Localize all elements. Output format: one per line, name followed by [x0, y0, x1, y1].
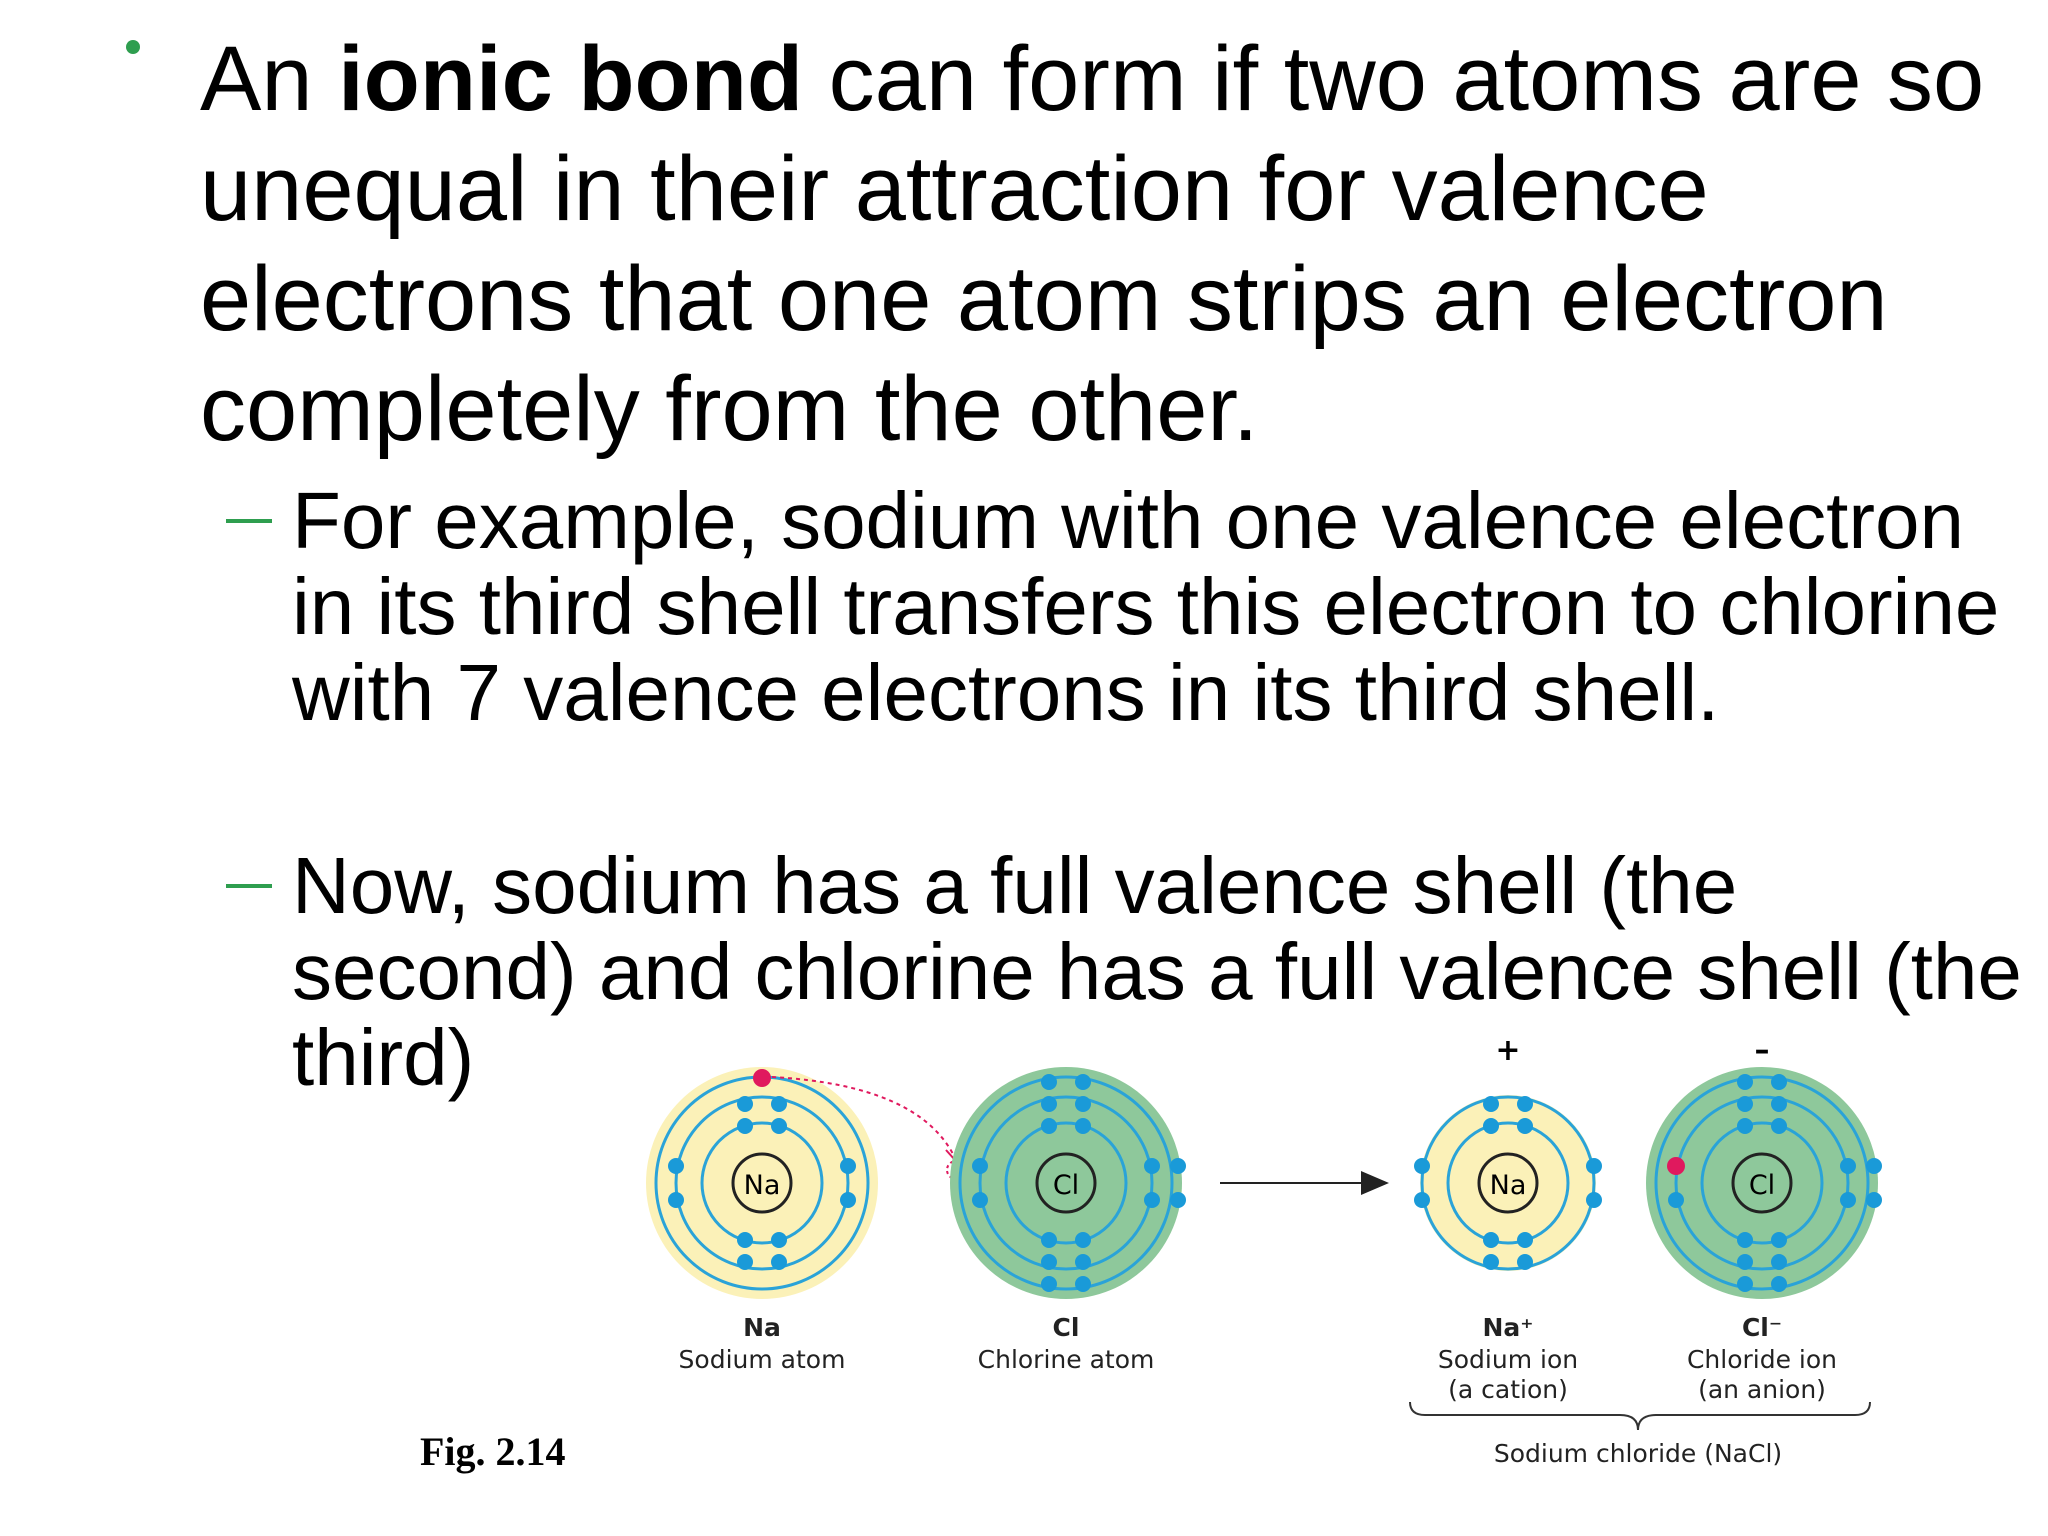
label-sodium-ion-symbol: Na⁺ — [1482, 1313, 1534, 1342]
gained-electron — [1667, 1157, 1685, 1175]
sodium-chloride-label: Sodium chloride (NaCl) — [1493, 1439, 1783, 1468]
chlorine-atom — [950, 1067, 1186, 1299]
label-chlorine-name: Chlorine atom — [977, 1345, 1155, 1374]
label-sodium-ion-desc: (a cation) — [1448, 1375, 1568, 1404]
label-chlorine-symbol: Cl — [1052, 1313, 1080, 1342]
sodium-ion-nucleus-symbol: Na — [1489, 1170, 1527, 1201]
chlorine-nucleus-symbol: Cl — [1052, 1170, 1080, 1201]
label-chloride-ion-symbol: Cl⁻ — [1741, 1313, 1783, 1342]
sodium-ion-charge: + — [1495, 1033, 1521, 1068]
label-sodium-symbol: Na — [743, 1313, 781, 1342]
valence-electron — [753, 1069, 771, 1087]
ionic-bond-term: ionic bond — [338, 28, 804, 130]
figure-caption: Fig. 2.14 — [420, 1429, 566, 1474]
sodium-nucleus-symbol: Na — [743, 1170, 781, 1201]
sub-point-2: Now, sodium has a full valence shell (the second) and chlorine has a full valence shell (the third) — [292, 841, 2022, 1102]
chloride-ion-charge: – — [1754, 1033, 1770, 1068]
sodium-ion — [1414, 1033, 1602, 1271]
label-chloride-ion-name: Chloride ion — [1686, 1345, 1838, 1374]
label-sodium-name: Sodium atom — [678, 1345, 846, 1374]
sub-point-1: For example, sodium with one valence electron in its third shell transfers this electron to chlorine with 7 valence electrons in its third shell. — [292, 476, 2000, 737]
chloride-ion-nucleus-symbol: Cl — [1748, 1170, 1776, 1201]
label-chloride-ion-desc: (an anion) — [1698, 1375, 1826, 1404]
sodium-atom — [646, 1067, 878, 1299]
label-sodium-ion-name: Sodium ion — [1437, 1345, 1579, 1374]
nacl-bracket — [1410, 1402, 1870, 1430]
chloride-ion — [1646, 1033, 1882, 1299]
main-bullet-text: An ionic bond can form if two atoms are so unequal in their attraction for valence electrons that one atom strips an electron completely from the other. — [200, 28, 1985, 460]
